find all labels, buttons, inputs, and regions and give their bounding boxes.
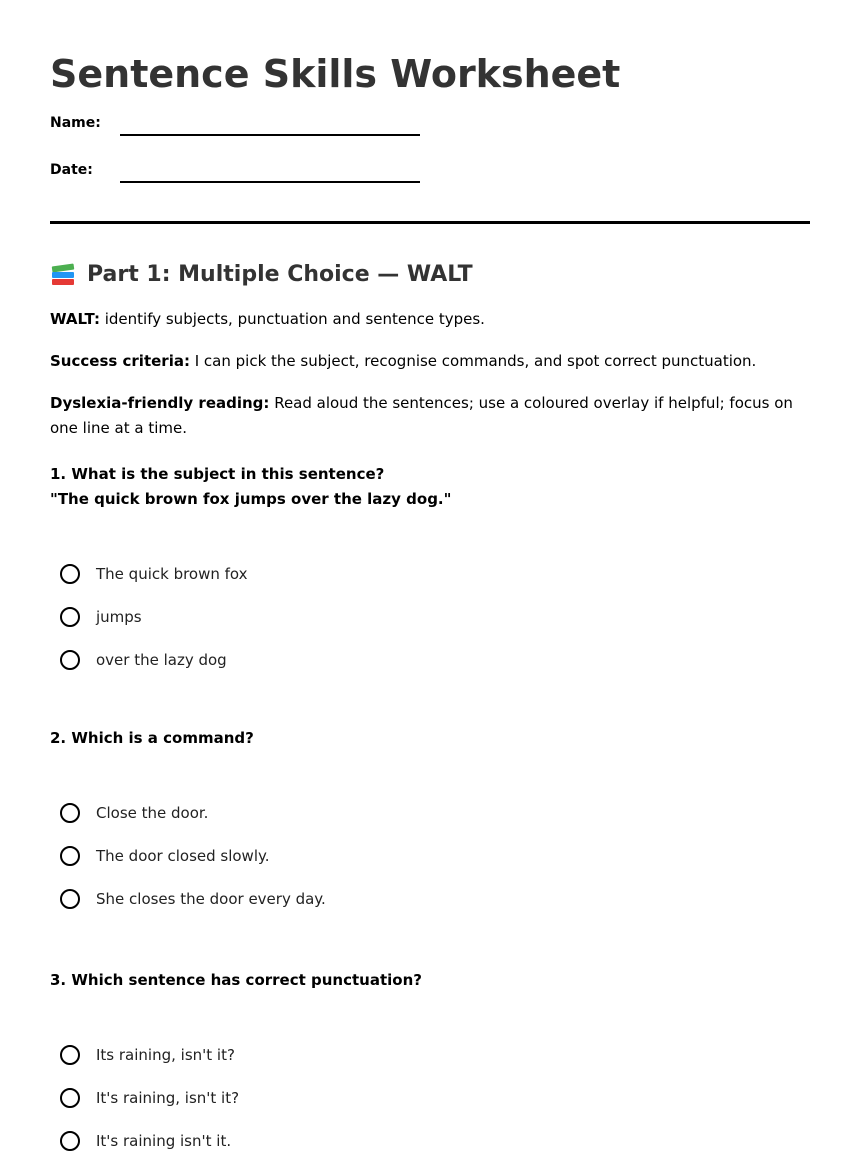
radio-button[interactable] — [60, 564, 80, 584]
dyslexia-text: Read aloud the sentences; use a coloured overlay if helpful; focus on one line at a time. — [50, 394, 793, 437]
name-label: Name: — [50, 115, 101, 131]
option-q1-a[interactable] — [50, 552, 810, 595]
success-criteria-text: I can pick the subject, recognise commands, and spot correct punctuation. — [189, 352, 757, 370]
option-label: The door closed slowly. — [96, 846, 270, 865]
dyslexia-label: Dyslexia-friendly reading: — [50, 394, 270, 412]
date-input-line[interactable] — [120, 181, 420, 183]
option-label: jumps — [96, 607, 142, 626]
radio-button[interactable] — [60, 650, 80, 670]
question-1-text: 1. What is the subject in this sentence? — [50, 465, 385, 483]
option-q3-c[interactable] — [50, 1119, 810, 1162]
question-3-options — [50, 1033, 810, 1162]
option-q2-b[interactable] — [50, 834, 810, 877]
success-criteria-label: Success criteria: — [50, 352, 190, 370]
option-q1-c[interactable] — [50, 638, 810, 681]
radio-button[interactable] — [60, 803, 80, 823]
option-label: Its raining, isn't it? — [96, 1045, 235, 1064]
option-label: The quick brown fox — [96, 564, 248, 583]
walt-label: WALT: — [50, 310, 100, 328]
question-1-quote: "The quick brown fox jumps over the lazy dog." — [50, 490, 452, 508]
option-q3-b[interactable] — [50, 1076, 810, 1119]
option-q2-c[interactable] — [50, 877, 810, 920]
date-field-row — [50, 160, 810, 186]
radio-button[interactable] — [60, 1045, 80, 1065]
radio-button[interactable] — [60, 846, 80, 866]
question-1-prompt — [50, 462, 810, 512]
option-q3-a[interactable] — [50, 1033, 810, 1076]
walt-paragraph — [50, 307, 810, 332]
question-3-prompt: 3. Which sentence has correct punctuation? — [50, 971, 422, 989]
dyslexia-paragraph — [50, 391, 810, 441]
question-2-options — [50, 791, 810, 920]
part1-heading — [50, 260, 810, 290]
name-field-row — [50, 113, 810, 139]
radio-button[interactable] — [60, 607, 80, 627]
date-label: Date: — [50, 162, 93, 178]
question-2-prompt: 2. Which is a command? — [50, 729, 254, 747]
option-label: over the lazy dog — [96, 650, 227, 669]
worksheet-title: Sentence Skills Worksheet — [50, 52, 621, 96]
option-q1-b[interactable] — [50, 595, 810, 638]
part1-heading-text: Part 1: Multiple Choice — WALT — [87, 262, 473, 287]
option-label: It's raining, isn't it? — [96, 1088, 240, 1107]
section-divider — [50, 221, 810, 224]
option-q2-a[interactable] — [50, 791, 810, 834]
radio-button[interactable] — [60, 1131, 80, 1151]
books-icon — [50, 263, 76, 287]
radio-button[interactable] — [60, 1088, 80, 1108]
option-label: It's raining isn't it. — [96, 1131, 232, 1150]
option-label: She closes the door every day. — [96, 889, 326, 908]
option-label: Close the door. — [96, 803, 209, 822]
name-input-line[interactable] — [120, 134, 420, 136]
walt-text: identify subjects, punctuation and sentence types. — [99, 310, 485, 328]
radio-button[interactable] — [60, 889, 80, 909]
question-1-options — [50, 552, 810, 681]
success-criteria-paragraph — [50, 349, 810, 374]
